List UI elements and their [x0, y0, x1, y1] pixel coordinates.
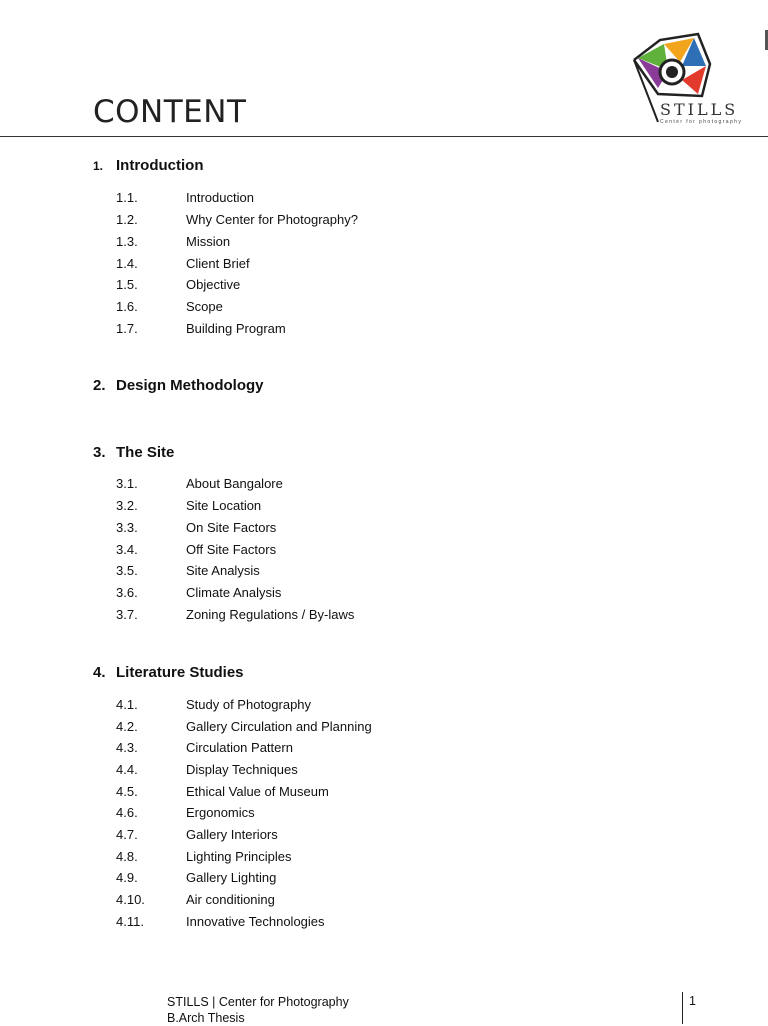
- logo-wordmark: STILLS: [660, 100, 739, 119]
- list-item: [116, 739, 293, 757]
- item-label: Gallery Circulation and Planning: [186, 719, 372, 734]
- item-number: 1.7.: [116, 321, 138, 336]
- section-number: 3.: [93, 444, 106, 461]
- item-number: 3.1.: [116, 476, 138, 491]
- item-number: 3.4.: [116, 542, 138, 557]
- list-item: [116, 913, 325, 931]
- item-number: 4.9.: [116, 870, 138, 885]
- section-number: 2.: [93, 377, 106, 394]
- footer-line-2: B.Arch Thesis: [167, 1011, 245, 1025]
- list-item: [116, 584, 281, 602]
- item-label: Climate Analysis: [186, 585, 282, 600]
- list-item: [116, 869, 276, 887]
- list-item: [116, 541, 276, 559]
- item-number: 3.2.: [116, 498, 138, 513]
- item-label: Site Location: [186, 498, 262, 513]
- item-number: 4.6.: [116, 805, 138, 820]
- item-number: 3.6.: [116, 585, 138, 600]
- list-item: [116, 298, 223, 316]
- item-label: Zoning Regulations / By-laws: [186, 607, 355, 622]
- item-number: 3.5.: [116, 563, 138, 578]
- list-item: [116, 696, 311, 714]
- item-number: 4.4.: [116, 762, 138, 777]
- item-label: Circulation Pattern: [186, 740, 293, 755]
- page-number: 1: [689, 994, 696, 1008]
- page-title: CONTENT: [93, 94, 247, 130]
- header-rule: [0, 136, 768, 137]
- list-item: [116, 276, 240, 294]
- item-label: Client Brief: [186, 256, 250, 271]
- section-heading: [93, 377, 264, 394]
- item-label: Introduction: [186, 190, 254, 205]
- list-item: [116, 475, 283, 493]
- list-item: [116, 497, 261, 515]
- footer-divider: [682, 992, 683, 1024]
- list-item: [116, 233, 230, 251]
- item-number: 4.11.: [116, 914, 144, 929]
- list-item: [116, 562, 260, 580]
- item-number: 1.1.: [116, 190, 138, 205]
- section-heading: [93, 157, 203, 174]
- list-item: [116, 255, 250, 273]
- list-item: [116, 189, 254, 207]
- item-label: On Site Factors: [186, 520, 277, 535]
- item-label: Innovative Technologies: [186, 914, 325, 929]
- footer-line-1: STILLS | Center for Photography: [167, 995, 349, 1009]
- item-number: 4.10.: [116, 892, 145, 907]
- item-label: Display Techniques: [186, 762, 298, 777]
- item-label: Objective: [186, 277, 241, 292]
- section-title: The Site: [116, 444, 175, 461]
- section-heading: [93, 444, 174, 461]
- item-number: 1.3.: [116, 234, 138, 249]
- list-item: [116, 891, 275, 909]
- section-heading: [93, 664, 244, 681]
- item-number: 1.5.: [116, 277, 138, 292]
- item-label: Gallery Interiors: [186, 827, 278, 842]
- list-item: [116, 606, 354, 624]
- item-label: Mission: [186, 234, 231, 249]
- item-label: Why Center for Photography?: [186, 212, 358, 227]
- item-label: Building Program: [186, 321, 286, 336]
- list-item: [116, 320, 286, 338]
- item-label: Site Analysis: [186, 563, 260, 578]
- logo-lens: [666, 66, 678, 78]
- item-label: Gallery Lighting: [186, 870, 277, 885]
- section-title: Introduction: [116, 157, 204, 174]
- item-label: Air conditioning: [186, 892, 275, 907]
- item-number: 1.6.: [116, 299, 138, 314]
- logo-tagline: Center for photography: [660, 119, 743, 125]
- list-item: [116, 211, 358, 229]
- item-label: Study of Photography: [186, 697, 312, 712]
- list-item: [116, 519, 276, 537]
- section-title: Design Methodology: [116, 377, 264, 394]
- list-item: [116, 804, 255, 822]
- section-title: Literature Studies: [116, 664, 244, 681]
- item-number: 3.7.: [116, 607, 138, 622]
- item-number: 4.8.: [116, 849, 138, 864]
- item-number: 4.7.: [116, 827, 138, 842]
- item-label: Scope: [186, 299, 223, 314]
- item-number: 4.3.: [116, 740, 138, 755]
- item-label: Ethical Value of Museum: [186, 784, 329, 799]
- item-number: 4.1.: [116, 697, 138, 712]
- list-item: [116, 761, 298, 779]
- list-item: [116, 783, 329, 801]
- list-item: [116, 826, 278, 844]
- item-label: About Bangalore: [186, 476, 283, 491]
- item-label: Ergonomics: [186, 805, 255, 820]
- item-number: 1.4.: [116, 256, 138, 271]
- item-number: 3.3.: [116, 520, 138, 535]
- item-number: 4.2.: [116, 719, 138, 734]
- list-item: [116, 718, 372, 736]
- item-number: 1.2.: [116, 212, 138, 227]
- section-number: 4.: [93, 664, 106, 681]
- item-label: Lighting Principles: [186, 849, 292, 864]
- footer-text: [167, 994, 349, 1026]
- section-number: 1.: [93, 159, 104, 173]
- item-label: Off Site Factors: [186, 542, 277, 557]
- list-item: [116, 848, 292, 866]
- item-number: 4.5.: [116, 784, 138, 799]
